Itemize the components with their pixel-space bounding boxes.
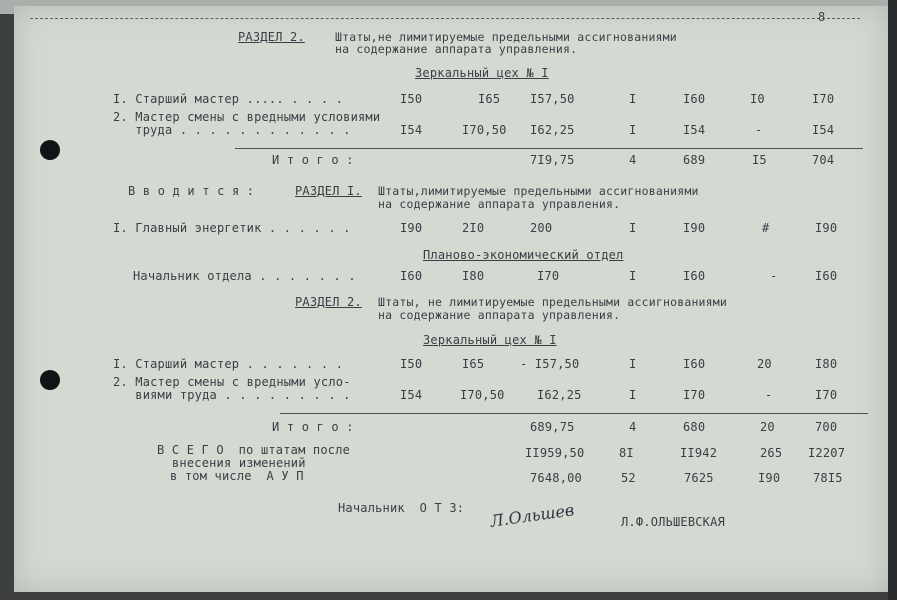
punch-hole-icon	[40, 370, 60, 390]
page-edge	[888, 0, 897, 600]
cell: I70	[812, 92, 835, 106]
row-label: I. Главный энергетик . . . . . .	[113, 221, 351, 235]
cell: I	[629, 357, 637, 371]
grand-total-label: внесения изменений	[172, 456, 306, 470]
section-title: РАЗДЕЛ I.	[295, 184, 362, 198]
introduced-label: В в о д и т с я :	[128, 184, 255, 198]
section-title: РАЗДЕЛ 2.	[238, 30, 305, 44]
cell: I0	[750, 92, 765, 106]
cell: I80	[815, 357, 838, 371]
cell: I	[629, 123, 637, 137]
handwritten-signature: Л.Ольшев	[489, 500, 576, 531]
row-label: виями труда . . . . . . . . .	[113, 388, 351, 402]
total-label: И т о г о :	[272, 420, 354, 434]
cell: I70	[537, 269, 560, 283]
cell: I50	[400, 357, 423, 371]
top-dashed-line	[30, 18, 860, 19]
cell: I70	[683, 388, 706, 402]
grand-total-label: В С Е Г О по штатам после	[157, 443, 351, 457]
cell: I60	[400, 269, 423, 283]
cell: 704	[812, 153, 835, 167]
cell: I54	[400, 388, 423, 402]
cell: I62,25	[537, 388, 582, 402]
page-number: 8	[818, 10, 826, 24]
section-description: Штаты,лимитируемые предельными ассигнованиями	[378, 184, 699, 198]
cell: I	[629, 388, 637, 402]
shop-title: Зеркальный цех № I	[423, 333, 557, 347]
cell: 700	[815, 420, 838, 434]
cell: 265	[760, 446, 783, 460]
cell: I54	[683, 123, 706, 137]
row-label: Начальник отдела . . . . . . .	[133, 269, 356, 283]
cell: I90	[683, 221, 706, 235]
section-description: на содержание аппарата управления.	[378, 197, 621, 211]
cell: I70,50	[462, 123, 507, 137]
cell: II959,50	[525, 446, 585, 460]
cell: I60	[683, 92, 706, 106]
cell: I	[629, 269, 637, 283]
cell: #	[762, 221, 770, 235]
row-label: I. Старший мастер . . . . . . .	[113, 357, 344, 371]
row-label: 2. Мастер смены с вредными условиями	[113, 110, 381, 124]
department-title: Планово-экономический отдел	[423, 248, 624, 262]
cell: I60	[683, 269, 706, 283]
row-label: 2. Мастер смены с вредными усло-	[113, 375, 351, 389]
cell: 20	[760, 420, 775, 434]
cell: 7648,00	[530, 471, 582, 485]
cell: I50	[400, 92, 423, 106]
chief-name: Л.Ф.ОЛЬШЕВСКАЯ	[621, 515, 725, 529]
cell: I54	[400, 123, 423, 137]
total-rule	[235, 148, 863, 149]
cell: I	[629, 92, 637, 106]
cell: I65	[462, 357, 485, 371]
cell: -	[765, 388, 773, 402]
total-label: И т о г о :	[272, 153, 354, 167]
cell: I	[629, 221, 637, 235]
section-description: на содержание аппарата управления.	[378, 308, 621, 322]
cell: 680	[683, 420, 706, 434]
cell: II942	[680, 446, 718, 460]
cell: I70	[815, 388, 838, 402]
cell: -	[770, 269, 778, 283]
grand-total-label: в том числе А У П	[170, 469, 304, 483]
cell: 2I0	[462, 221, 485, 235]
cell: I90	[400, 221, 423, 235]
cell: 8I	[619, 446, 634, 460]
cell: 52	[621, 471, 636, 485]
cell: 7I9,75	[530, 153, 575, 167]
cell: I57,50	[530, 92, 575, 106]
section-description: на содержание аппарата управления.	[335, 42, 578, 56]
cell: I65	[478, 92, 501, 106]
cell: 7625	[684, 471, 714, 485]
cell: 20	[757, 357, 772, 371]
cell: I5	[752, 153, 767, 167]
cell: - I57,50	[520, 357, 580, 371]
cell: 689,75	[530, 420, 575, 434]
section-description: Штаты, не лимитируемые предельными ассигнованиями	[378, 295, 728, 309]
total-rule	[280, 413, 868, 414]
row-label: I. Старший мастер ..... . . . .	[113, 92, 344, 106]
cell: I60	[683, 357, 706, 371]
section-description: Штаты,не лимитируемые предельными ассигнованиями	[335, 30, 677, 44]
cell: I62,25	[530, 123, 575, 137]
row-label: труда . . . . . . . . . . . .	[113, 123, 351, 137]
cell: -	[755, 123, 763, 137]
cell: 78I5	[813, 471, 843, 485]
cell: I90	[815, 221, 838, 235]
cell: 689	[683, 153, 706, 167]
cell: 200	[530, 221, 553, 235]
shop-title: Зеркальный цех № I	[415, 66, 549, 80]
cell: 4	[629, 153, 637, 167]
cell: I54	[812, 123, 835, 137]
cell: 4	[629, 420, 637, 434]
cell: I90	[758, 471, 781, 485]
cell: I2207	[808, 446, 846, 460]
cell: I80	[462, 269, 485, 283]
cell: I60	[815, 269, 838, 283]
punch-hole-icon	[40, 140, 60, 160]
cell: I70,50	[460, 388, 505, 402]
chief-label: Начальник О Т З:	[338, 501, 465, 515]
section-title: РАЗДЕЛ 2.	[295, 295, 362, 309]
